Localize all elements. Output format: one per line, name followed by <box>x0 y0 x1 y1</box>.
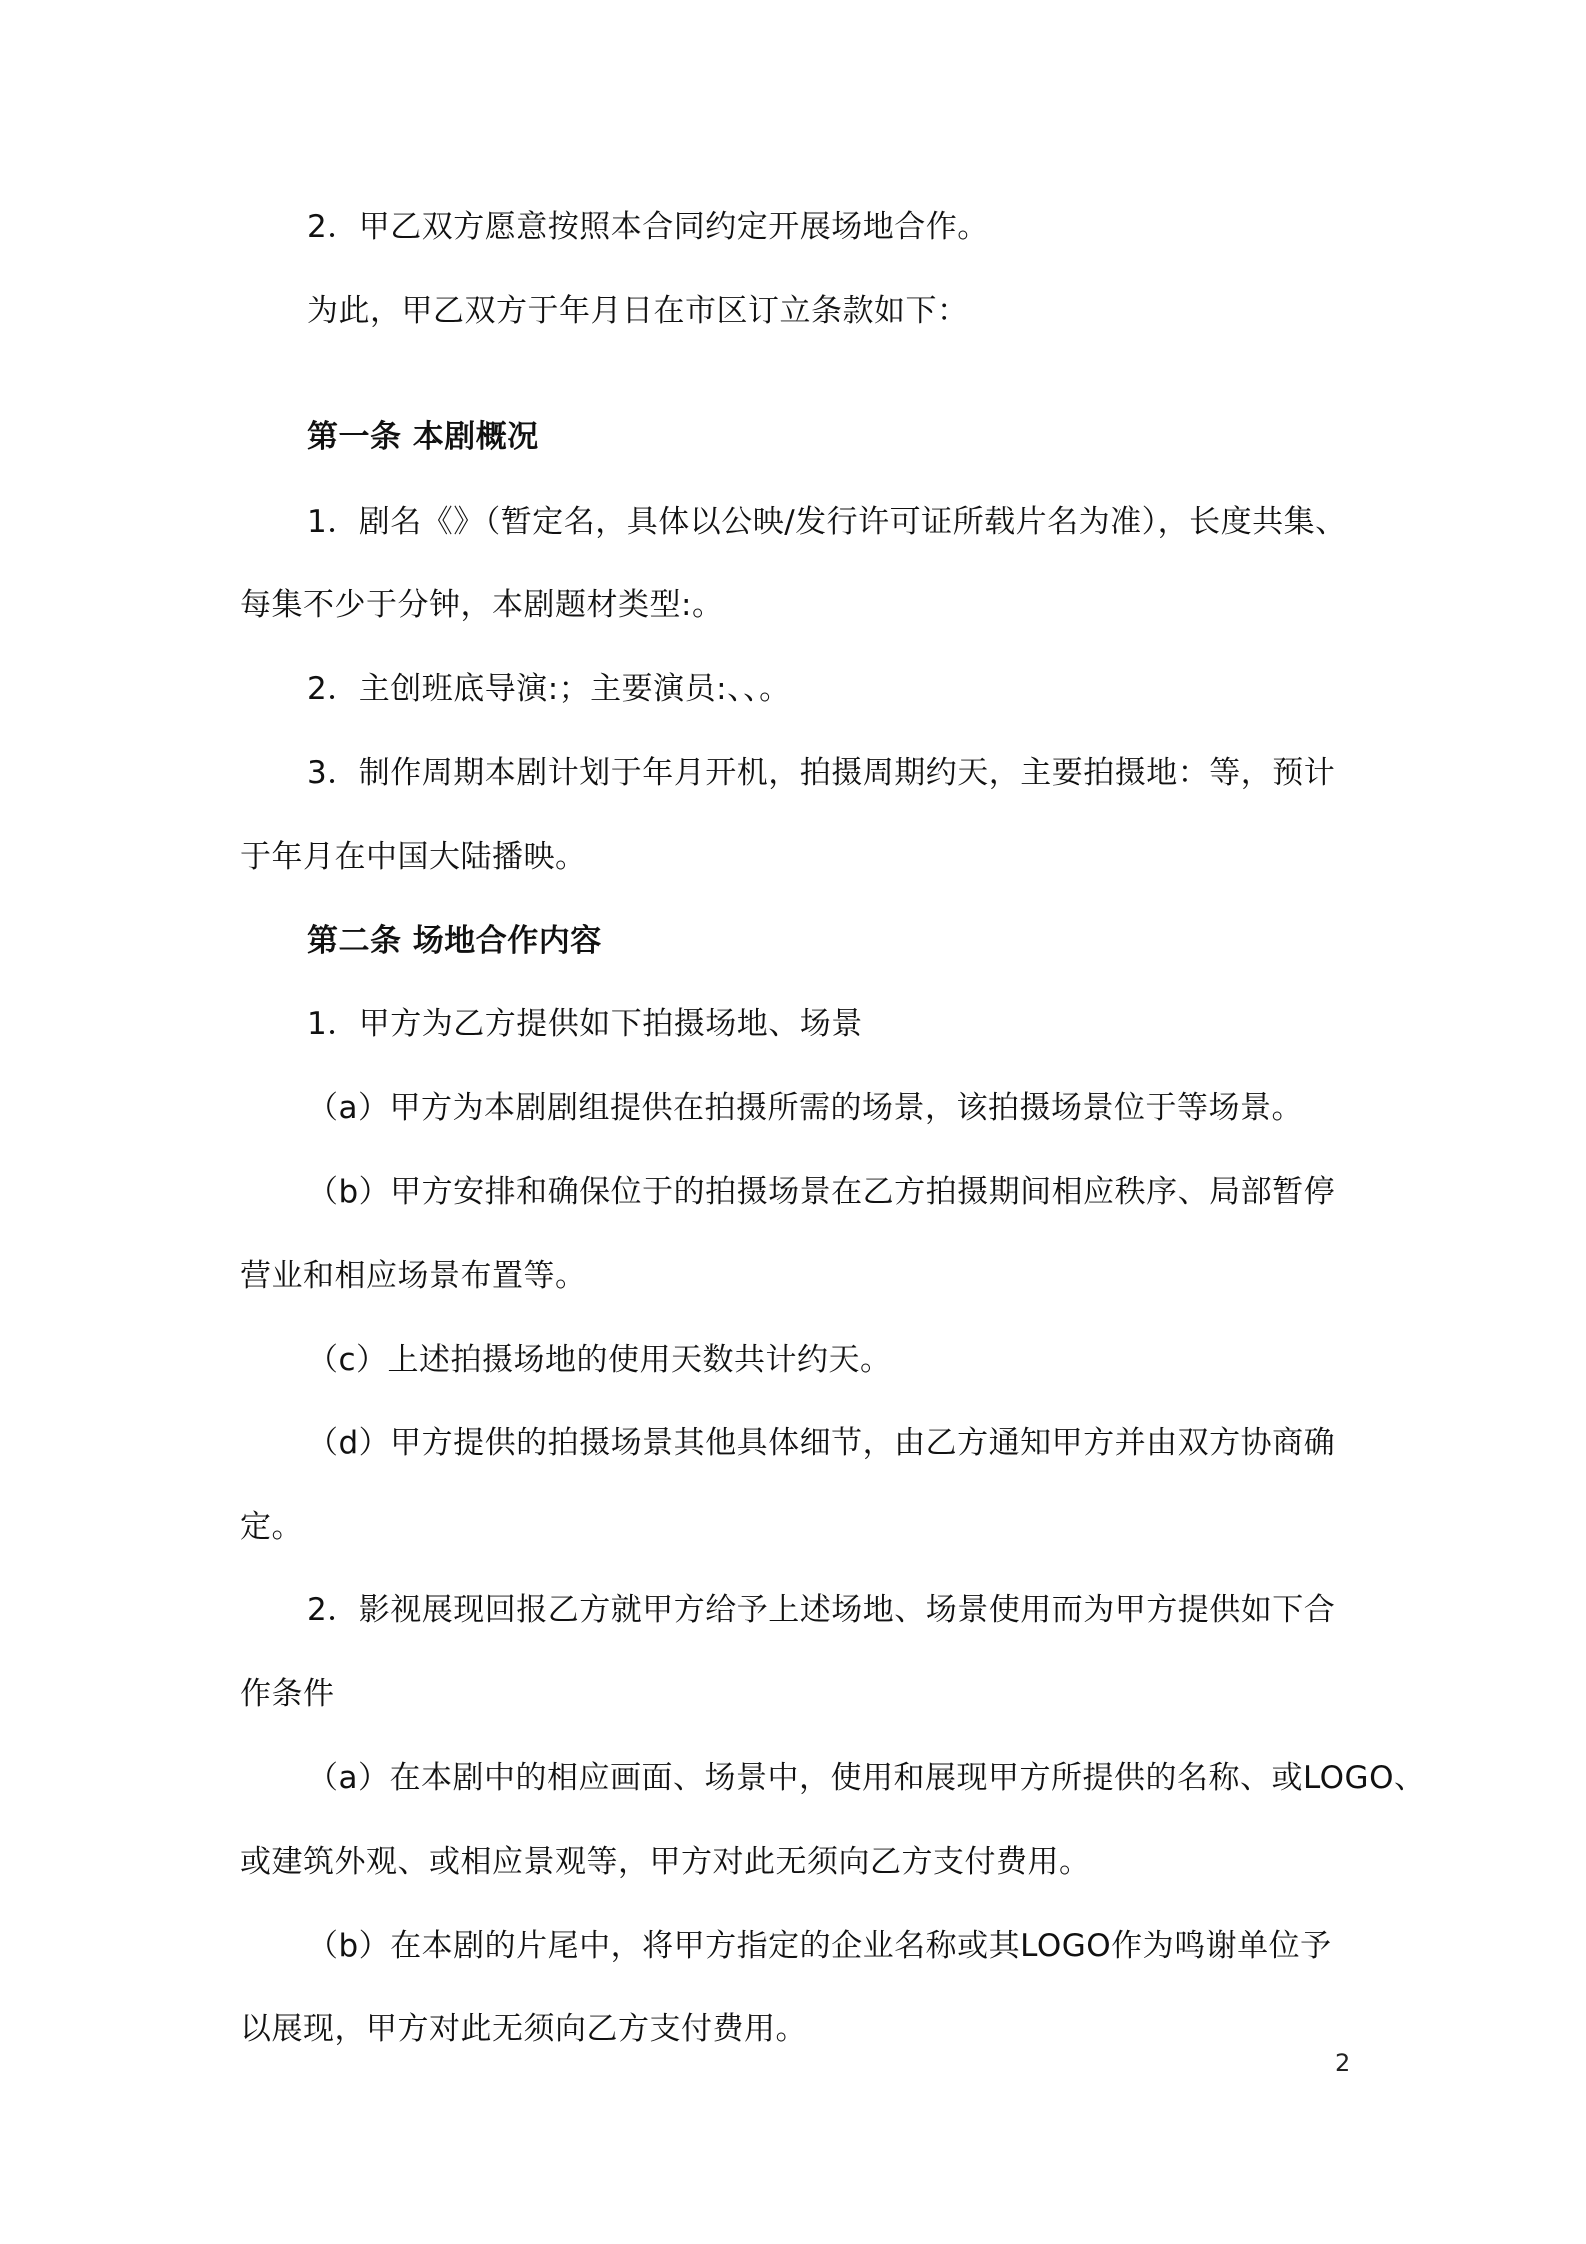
clause-text: （b）在本剧的片尾中，将甲方指定的企业名称或其LOGO作为鸣谢单位予 <box>307 1928 1332 1964</box>
clause-text: 每集不少于分钟，本剧题材类型:。 <box>240 587 724 623</box>
clause-text: 1．甲方为乙方提供如下拍摄场地、场景 <box>307 1006 863 1042</box>
clause-text: 定。 <box>240 1509 303 1545</box>
clause-text: 或建筑外观、或相应景观等，甲方对此无须向乙方支付费用。 <box>240 1844 1091 1880</box>
clause-text: 于年月在中国大陆播映。 <box>240 839 587 875</box>
clause-text: 营业和相应场景布置等。 <box>240 1258 587 1294</box>
clause-text: 3．制作周期本剧计划于年月开机，拍摄周期约天，主要拍摄地：等，预计 <box>307 755 1336 791</box>
clause-text: （a）在本剧中的相应画面、场景中，使用和展现甲方所提供的名称、或LOGO、 <box>307 1760 1426 1796</box>
clause-text: 1．剧名《》（暂定名，具体以公映/发行许可证所载片名为准），长度共集、 <box>307 504 1347 540</box>
clause-text: （c）上述拍摄场地的使用天数共计约天。 <box>307 1342 892 1378</box>
clause-text: 作条件 <box>240 1676 335 1712</box>
clause-text: 2．影视展现回报乙方就甲方给予上述场地、场景使用而为甲方提供如下合 <box>307 1592 1336 1628</box>
page-number: 2 <box>1335 2049 1351 2077</box>
clause-text: （a）甲方为本剧剧组提供在拍摄所需的场景，该拍摄场景位于等场景。 <box>307 1090 1303 1126</box>
clause-text: 以展现，甲方对此无须向乙方支付费用。 <box>240 2011 807 2047</box>
article-heading: 第二条 场地合作内容 <box>307 923 602 959</box>
clause-text: 2．主创班底导演:；主要演员:、、。 <box>307 671 791 707</box>
clause-text: 为此，甲乙双方于年月日在市区订立条款如下： <box>307 293 969 329</box>
article-heading: 第一条 本剧概况 <box>307 419 539 455</box>
clause-text: 2．甲乙双方愿意按照本合同约定开展场地合作。 <box>307 209 989 245</box>
clause-text: （d）甲方提供的拍摄场景其他具体细节，由乙方通知甲方并由双方协商确 <box>307 1425 1336 1461</box>
clause-text: （b）甲方安排和确保位于的拍摄场景在乙方拍摄期间相应秩序、局部暂停 <box>307 1174 1336 1210</box>
